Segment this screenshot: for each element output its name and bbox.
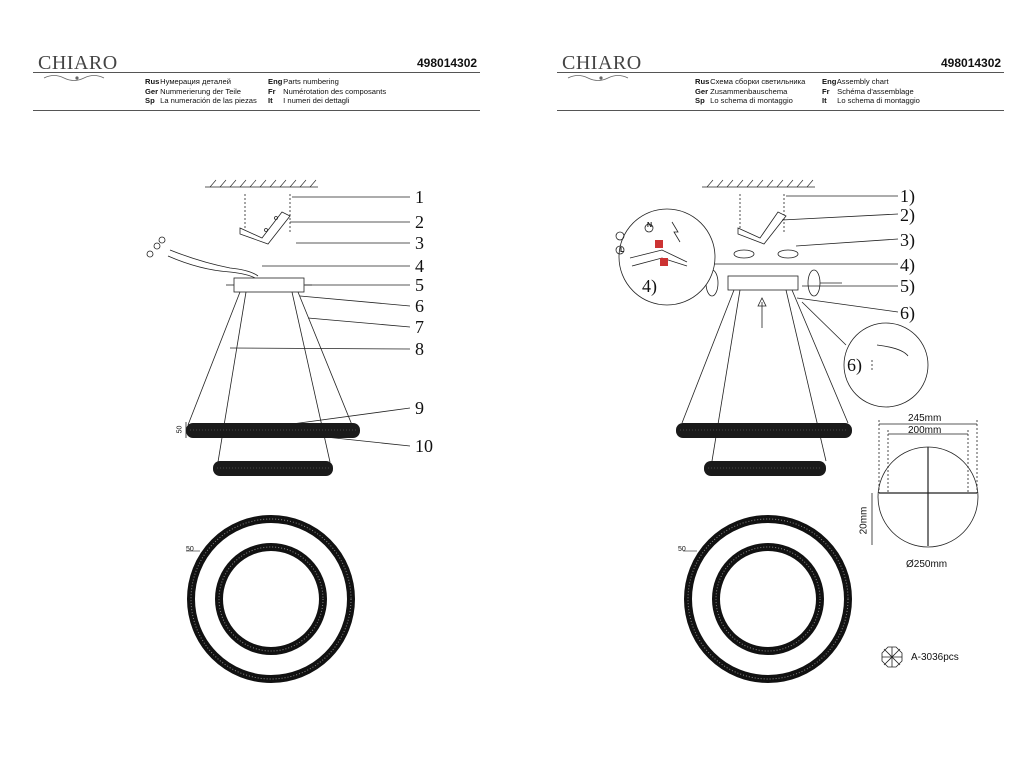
dim-diameter: Ø250mm bbox=[906, 559, 948, 570]
brand-logo: CHIARO bbox=[562, 52, 642, 74]
callout-4: 4) bbox=[900, 255, 915, 275]
callout-5: 5) bbox=[900, 276, 915, 296]
callout-2: 2) bbox=[900, 205, 915, 225]
callout-6: 6) bbox=[900, 303, 915, 323]
callout-8: 8 bbox=[415, 339, 424, 359]
dim-height: 20mm bbox=[858, 506, 870, 535]
header-col-2: Eng Assembly chart Fr Schéma d'assemblage It Lo schema di montaggio bbox=[822, 77, 920, 106]
top-view-label: 50 bbox=[678, 546, 686, 553]
crystal-count: A-3036pcs bbox=[911, 652, 959, 663]
callout-9: 9 bbox=[415, 398, 424, 418]
callout-5: 5 bbox=[415, 275, 424, 295]
callout-3: 3) bbox=[900, 230, 915, 250]
brand-logo: CHIARO bbox=[38, 52, 118, 74]
dim-width-outer: 245mm bbox=[908, 413, 942, 424]
callout-6: 6 bbox=[415, 296, 424, 316]
header-col-1: Rus Схема сборки светильника Ger Zusammenbauschema Sp Lo schema di montaggio bbox=[695, 77, 806, 106]
page-assembly-chart bbox=[512, 0, 1024, 768]
header-col-2: Eng Parts numbering Fr Numérotation des composants It I numeri dei dettagli bbox=[268, 77, 387, 106]
detail-6-label: 6) bbox=[847, 355, 862, 375]
dim-width-inner: 200mm bbox=[908, 425, 942, 436]
callout-10: 10 bbox=[415, 436, 433, 456]
product-code: 498014302 bbox=[417, 56, 478, 70]
callout-1: 1) bbox=[900, 186, 915, 206]
top-view-label: 50 bbox=[186, 546, 194, 553]
wire-l-label: L bbox=[620, 247, 625, 254]
ring-height-label: 50 bbox=[176, 425, 184, 434]
callout-7: 7 bbox=[415, 317, 424, 337]
detail-4-label: 4) bbox=[642, 276, 657, 296]
product-code: 498014302 bbox=[941, 56, 1002, 70]
callout-3: 3 bbox=[415, 233, 424, 253]
callout-2: 2 bbox=[415, 212, 424, 232]
wire-n-label: N bbox=[647, 222, 653, 229]
callout-1: 1 bbox=[415, 187, 424, 207]
callout-4: 4 bbox=[415, 256, 424, 276]
header-col-1: Rus Нумерация деталей Ger Nummerierung der Teile Sp La numeración de las piezas bbox=[145, 77, 257, 106]
